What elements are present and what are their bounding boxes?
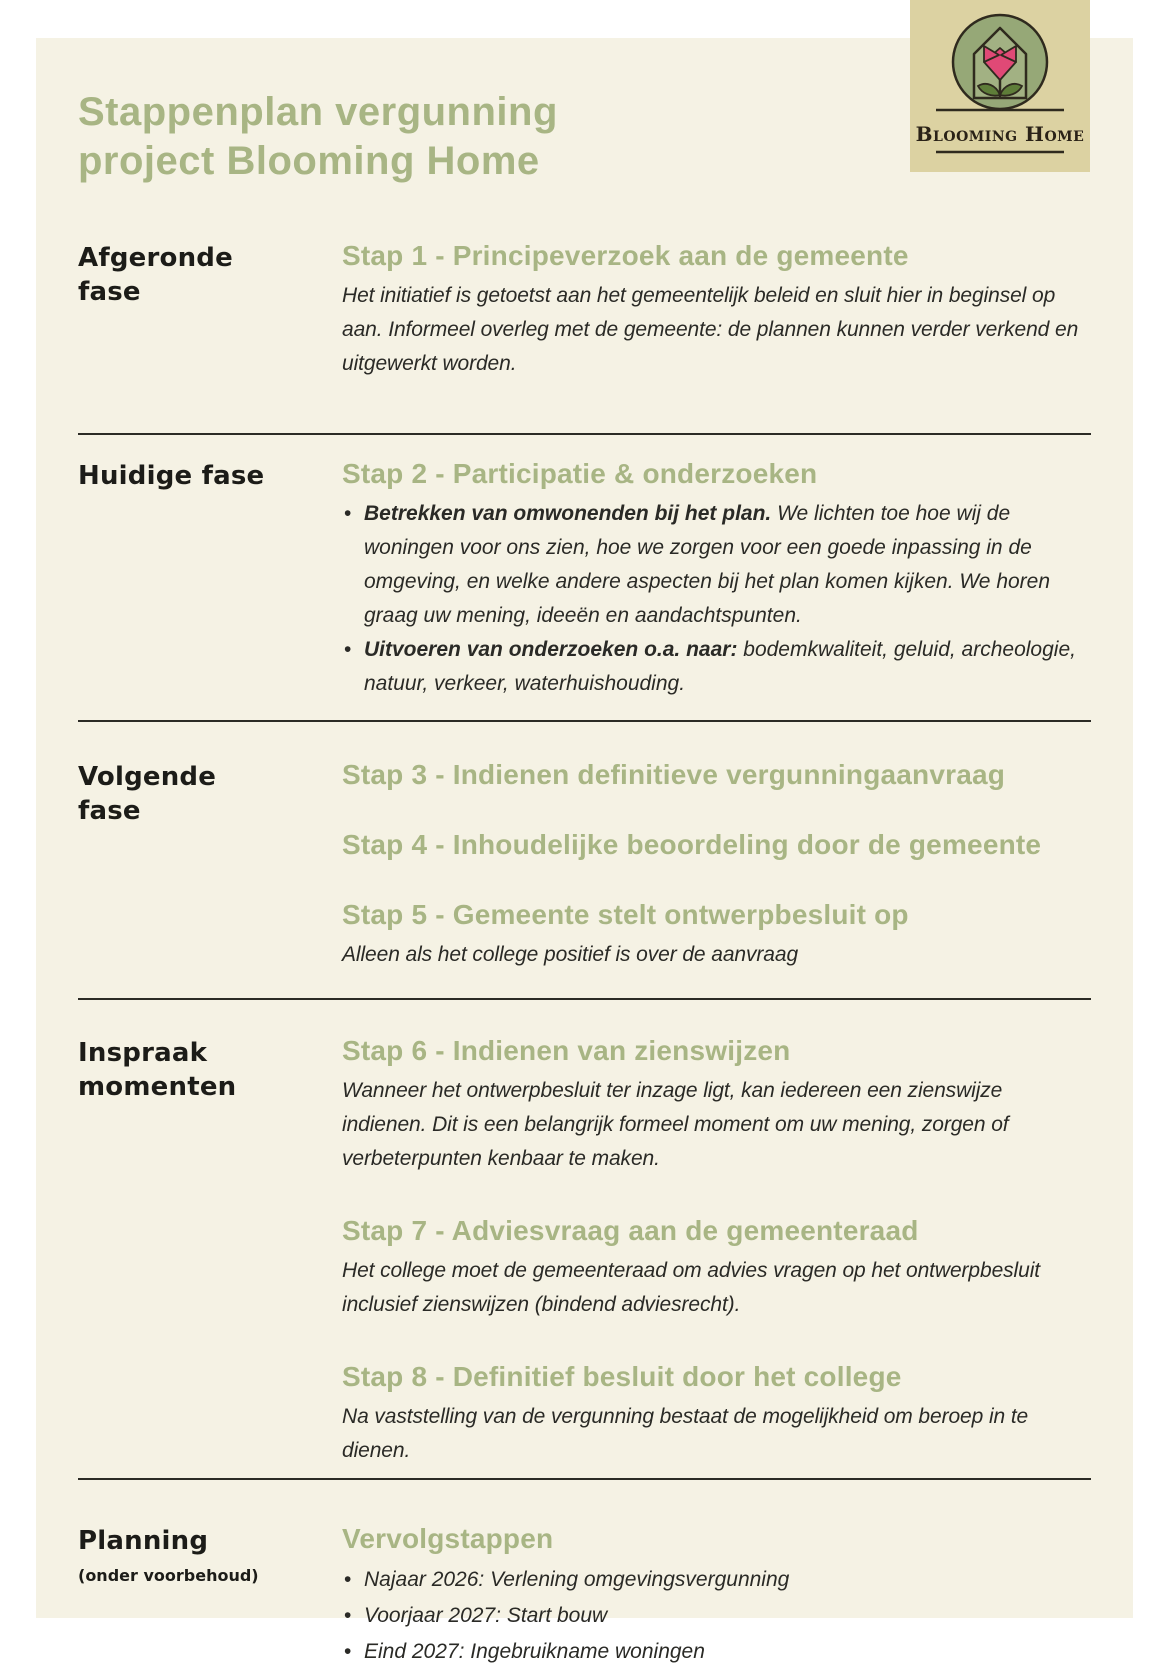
vervolgstappen-heading: Vervolgstappen (342, 1523, 554, 1554)
vervolgstappen (342, 1524, 1091, 1670)
step-6 (342, 1036, 1091, 1176)
step-6-body: Wanneer het ontwerpbesluit ter inzage ligt, kan iedereen een zienswijze indienen. Dit is een belangrijk formeel moment om uw mening, zorgen of verbeterpunten kenbaar te maken. (342, 1079, 1009, 1170)
phase-label: Afgeronde fase (78, 243, 233, 307)
phase-label-column (78, 760, 342, 972)
bullet-lead: Betrekken van omwonenden bij het plan. (364, 502, 772, 525)
section-volgende-fase (78, 722, 1091, 1000)
step-8-body: Na vaststelling van de vergunning bestaat de mogelijkheid om beroep in te dienen. (342, 1405, 1029, 1462)
step-1-heading: Stap 1 - Principeverzoek aan de gemeente (342, 240, 909, 271)
step-3 (342, 760, 1091, 790)
step-7-heading: Stap 7 - Adviesvraag aan de gemeenteraad (342, 1215, 919, 1246)
page-title-line1: Stappenplan vergunning (78, 90, 558, 134)
phase-label: Planning (78, 1526, 209, 1556)
step-5 (342, 900, 1091, 972)
phase-label-column (78, 459, 342, 701)
phase-label-column (78, 241, 342, 381)
step-8 (342, 1362, 1091, 1468)
planning-bullet-list (342, 1562, 1082, 1670)
bullet-item (342, 497, 1082, 633)
phase-label-column (78, 1524, 342, 1670)
brand-wordmark: Blooming Home (915, 122, 1085, 146)
step-5-heading: Stap 5 - Gemeente stelt ontwerpbesluit op (342, 899, 909, 930)
step-1 (342, 241, 1091, 381)
document-page (36, 38, 1133, 1663)
section-planning (78, 1480, 1091, 1670)
step-1-body: Het initiatief is getoetst aan het gemeentelijk beleid en sluit hier in beginsel op aan. Informeel overleg met de gemeente: de plannen kunnen verder verkend en uitgewerkt worden. (342, 284, 1079, 375)
phase-label-column (78, 1036, 342, 1468)
planning-item: • Voorjaar 2027: Start bouw (342, 1598, 1082, 1634)
steps-column (342, 1524, 1091, 1670)
phase-label: Volgende fase (78, 762, 217, 826)
phase-label: Huidige fase (78, 461, 265, 491)
section-afgeronde-fase (78, 189, 1091, 435)
step-4-heading: Stap 4 - Inhoudelijke beoordeling door de gemeente (342, 829, 1042, 860)
section-inspraak-momenten (78, 1000, 1091, 1480)
phase-sublabel: (onder voorbehoud) (78, 1566, 259, 1585)
step-5-body: Alleen als het college positief is over de aanvraag (342, 943, 799, 966)
steps-column (342, 241, 1091, 381)
step-2 (342, 459, 1091, 701)
bullet-rest: bodemkwaliteit, geluid, archeologie, natuur, verkeer, waterhuishouding. (364, 638, 1076, 695)
bullet-rest: We lichten toe hoe wij de woningen voor ons zien, hoe we zorgen voor een goede inpassing in de omgeving, en welke andere aspecten bij het plan komen kijken. We horen graag uw mening, ideeën en aandachtspunten. (364, 502, 1051, 627)
phase-label: Inspraak momenten (78, 1038, 237, 1102)
planning-item: • Najaar 2026: Verlening omgevingsvergunning (342, 1562, 1082, 1598)
planning-item: • Eind 2027: Ingebruikname woningen (342, 1634, 1082, 1670)
tulip-house-logo-icon (910, 0, 1090, 172)
step-7 (342, 1216, 1091, 1322)
page-title-line2: project Blooming Home (78, 139, 540, 183)
section-huidige-fase (78, 435, 1091, 722)
steps-column (342, 459, 1091, 701)
step-3-heading: Stap 3 - Indienen definitieve vergunningaanvraag (342, 759, 1006, 790)
step-7-body: Het college moet de gemeenteraad om advies vragen op het ontwerpbesluit inclusief zienswijzen (bindend adviesrecht). (342, 1259, 1041, 1316)
step-4 (342, 830, 1091, 860)
steps-column (342, 760, 1091, 972)
brand-logo (910, 0, 1090, 172)
step-6-heading: Stap 6 - Indienen van zienswijzen (342, 1035, 791, 1066)
step-8-heading: Stap 8 - Definitief besluit door het college (342, 1361, 902, 1392)
step-2-heading: Stap 2 - Participatie & onderzoeken (342, 458, 818, 489)
steps-column (342, 1036, 1091, 1468)
bullet-item (342, 633, 1082, 701)
bullet-lead: Uitvoeren van onderzoeken o.a. naar: (364, 638, 738, 661)
step-2-bullet-list (342, 497, 1082, 701)
